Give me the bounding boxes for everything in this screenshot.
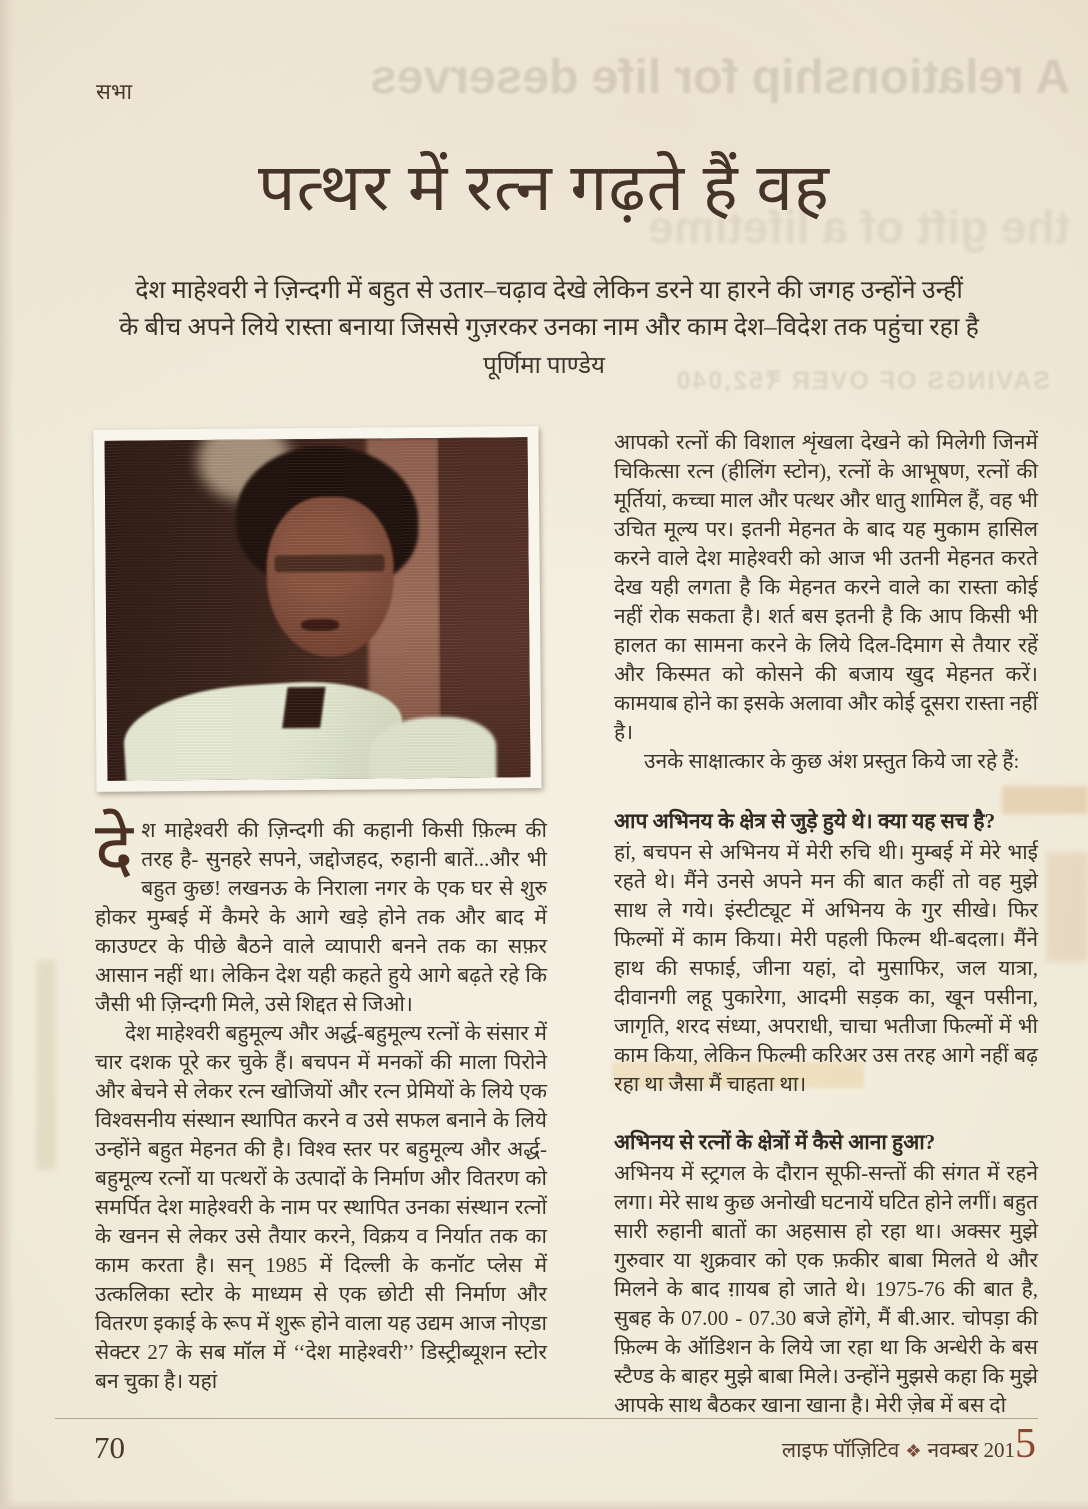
portrait-photo	[93, 426, 541, 792]
ghost-bleed-text-3: SAVINGS OF OVER ₹52,040	[674, 367, 1050, 395]
body-paragraph-intro2: उनके साक्षात्कार के कुछ अंश प्रस्तुत किये जा रहे हैं:	[644, 749, 1020, 773]
magazine-name: लाइफ पॉज़िटिव	[781, 1438, 900, 1462]
footer-magazine-info	[781, 1421, 1036, 1467]
photo-grain-texture	[105, 437, 531, 781]
article-title: पत्थर में रत्न गढ़ते हैं वह	[258, 152, 830, 225]
ghost-bleed-band	[1046, 852, 1088, 962]
standfirst-line-1: देश माहेश्वरी ने ज़िन्दगी में बहुत से उतार–चढ़ाव देखे लेकिन डरने या हारने की जगह उन्होंने उन्हीं	[135, 277, 963, 304]
ghost-bleed-band	[36, 960, 56, 1170]
interview-question-1: आप अभिनय के क्षेत्र से जुड़े हुये थे। क्या यह सच है?	[614, 809, 996, 833]
page-number: 70	[94, 1430, 125, 1465]
body-paragraph-2: देश माहेश्वरी बहुमूल्य और अर्द्ध-बहुमूल्य रत्नों के संसार में चार दशक पूरे कर चुके हैं। बचपन में मनकों की माला पिरोने और बेचने से लेकर रत्न खोजियों और रत्न प्रेमियों के लिये एक विश्वसनीय संस्थान स्थापित करने व उसे सफल बनाने के लिये उन्होंने बहुत मेहनत की है। विश्व स्तर पर बहुमूल्य और अर्द्ध-बहुमूल्य रत्नों या पत्थरों के उत्पादों के निर्माण और वितरण को समर्पित देश माहेश्वरी के नाम पर स्थापित उनका संस्थान रत्नों के खनन से लेकर उसे तैयार करने, विक्रय व निर्यात तक का काम करता है। सन् 1985 में दिल्ली के कनॉट प्लेस में उत्कलिका स्टोर के माध्यम से एक छोटी सी निर्माण और वितरण इकाई के रूप में शुरू होने वाला यह उद्यम आज नोएडा सेक्टर 27 के सब मॉल में ‘‘देश माहेश्वरी’’ डिस्ट्रीब्यूशन स्टोर बन चुका है। यहां	[95, 1021, 547, 1393]
diamond-separator-icon: ❖	[905, 1441, 922, 1461]
interview-question-2: अभिनय से रत्नों के क्षेत्रों में कैसे आना हुआ?	[614, 1130, 936, 1154]
ghost-bleed-text-1: A relationship for life deserves	[370, 51, 1070, 104]
paragraph-text: श माहेश्वरी की ज़िन्दगी की कहानी किसी फ़िल्म की तरह है- सुनहरे सपने, जद्दोजहद, रुहानी बातें...और भी बहुत कुछ! लखनऊ के निराला नगर के एक घर से शुरु होकर मुम्बई में कैमरे के आगे खड़े होने तक और बाद में काउण्टर के पीछे बैठने वाले व्यापारी बनने तक का सफ़र आसान नहीं था। लेकिन देश यही कहते हुये आगे बढ़ते रहे कि जैसी भी ज़िन्दगी मिले, उसे शिद्दत से जिओ।	[95, 818, 547, 1016]
portrait-photo-image	[105, 437, 531, 781]
body-paragraph-intro: आपको रत्नों की विशाल शृंखला देखने को मिलेगी जिनमें चिकित्सा रत्न (हीलिंग स्टोन), रत्नों के आभूषण, रत्नों की मूर्तियां, कच्चा माल और पत्थर और धातु शामिल हैं, वह भी उचित मूल्य पर। इतनी मेहनत के बाद यह मुकाम हासिल करने वाले देश माहेश्वरी को आज भी उतनी मेहनत करते देख यही लगता है कि मेहनत करने वाले का रास्ता कोई नहीं रोक सकता है। शर्त बस इतनी है कि आप किसी भी हालत का सामना करने के लिये दिल-दिमाग से तैयार रहें और किस्मत को कोसने की बजाय खुद मेहनत करें। कामयाब होने का इसके अलावा और कोई दूसरा रास्ता नहीं है।	[614, 430, 1038, 744]
left-column	[95, 428, 547, 1396]
section-label: सभा	[96, 79, 133, 104]
article-standfirst	[76, 272, 1022, 346]
issue-year-big-digit: 5	[1015, 1421, 1036, 1467]
byline-author: पूर्णिमा पाण्डेय	[483, 353, 605, 379]
right-column	[614, 428, 1038, 1420]
body-paragraph-1	[95, 809, 547, 1019]
interview-answer-2: अभिनय में स्ट्रगल के दौरान सूफी-सन्तों की संगत में रहने लगा। मेरे साथ कुछ अनोखी घटनायें घटित होने लगीं। बहुत सारी रुहानी बातों का अहसास हो रहा था। अक्सर मुझे गुरुवार या शुक्रवार को एक फ़कीर बाबा मिलते थे और मिलने के बाद ग़ायब हो जाते थे। 1975-76 की बात है, सुबह के 07.00 - 07.30 बजे होंगे, मैं बी.आर. चोपड़ा की फ़िल्म के ऑडिशन के लिये जा रहा था कि अन्धेरी के बस स्टैण्ड के बाहर मुझे बाबा मिले। उन्होंने मुझसे कहा कि मुझे आपके साथ बैठकर खाना खाना है। मेरी ज़ेब में बस दो	[614, 1161, 1038, 1417]
footer-rule	[55, 1418, 1038, 1419]
standfirst-line-2: के बीच अपने लिये रास्ता बनाया जिससे गुज़रकर उनका नाम और काम देश–विदेश तक पहुंचा रहा है	[119, 314, 979, 341]
ghost-bleed-text-2: the gift of a lifetime	[648, 201, 1070, 253]
issue-date: नवम्बर 201	[927, 1438, 1015, 1462]
scan-edge-left	[0, 0, 14, 1509]
interview-answer-1: हां, बचपन से अभिनय में मेरी रुचि थी। मुम्बई में मेरे भाई रहते थे। मैंने उनसे अपने मन की बात कहीं तो वह मुझे साथ ले गये। इंस्टीट्यूट में अभिनय के गुर सीखे। फिर फिल्मों में काम किया। मेरी पहली फिल्म थी-बदला। मैंने हाथ की सफाई, जीना यहां, दो मुसाफिर, जल यात्रा, दीवानगी लहू पुकारेगा, आदमी सड़क का, खून पसीना, जागृति, शरद संध्या, अपराधी, चाचा भतीजा फिल्मों में भी काम किया, लेकिन फिल्मी करिअर उस तरह आगे नहीं बढ़ रहा था जैसा मैं चाहता था।	[614, 840, 1038, 1096]
scan-edge-bottom	[0, 1499, 1088, 1509]
drop-cap: दे	[95, 809, 134, 889]
